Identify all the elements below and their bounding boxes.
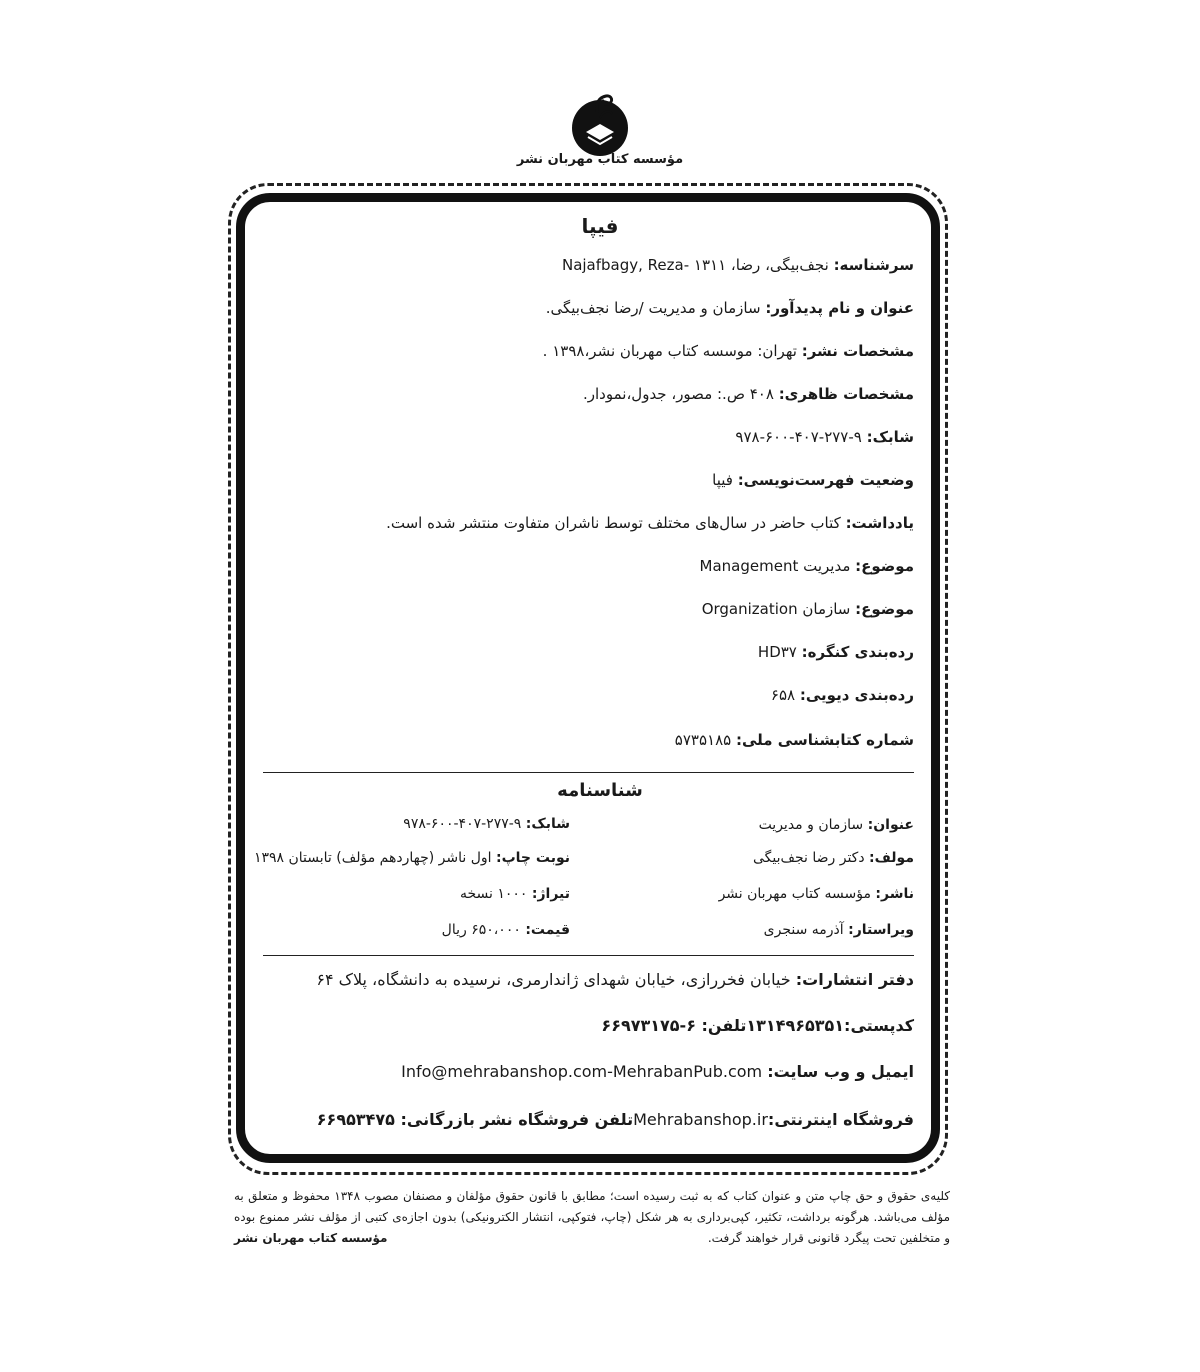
fipa-row-physical: مشخصات ظاهری: ۴۰۸ ص.: مصور، جدول،نمودار. — [583, 385, 914, 403]
copyright-publisher: مؤسسه کتاب مهربان نشر — [234, 1231, 388, 1245]
fipa-row-publication: مشخصات نشر: تهران: موسسه کتاب مهربان نشر،۱۳۹۸ . — [542, 342, 914, 360]
fipa-row-note: یادداشت: کتاب حاضر در سال‌های مختلف توسط ناشران متفاوت منتشر شده است. — [386, 514, 914, 532]
info-editor: ویراستار: آذرمه سنجری — [763, 922, 914, 938]
fipa-row-title: عنوان و نام پدیدآور: سازمان و مدیریت /رضا نجف‌بیگی. — [545, 299, 914, 317]
info-isbn: شابک: ۹-۲۷۷-۴۰۷-۶۰۰-۹۷۸ — [403, 816, 570, 832]
copyright-notice — [234, 1186, 950, 1249]
info-print-run: نوبت چاپ: اول ناشر (چهاردهم مؤلف) تابستان ۱۳۹۸ — [253, 850, 570, 866]
info-publisher: ناشر: مؤسسه کتاب مهربان نشر — [718, 886, 914, 902]
email-website: ایمیل و وب سایت: Info@mehrabanshop.com-MehrabanPub.com — [401, 1062, 914, 1081]
divider — [263, 955, 914, 956]
copyright-text: کلیه‌ی حقوق و حق چاپ متن و عنوان کتاب که به ثبت رسیده است؛ مطابق با قانون حقوق مؤلفان و مصنفان مصوب ۱۳۴۸ محفوظ و متعلق به مؤلف می‌باشد. هرگونه برداشت، تکثیر، کپی‌برداری به هر شکل (چاپ، فتوکپی، انتشار الکترونیکی) بدون اجازه‌ی کتبی از مؤلف نشر ممنوع بوده و متخلفین تحت پیگرد قانونی قرار خواهند گرفت. — [234, 1189, 951, 1245]
publisher-logo — [560, 88, 640, 158]
fipa-title: فیپا — [581, 214, 619, 238]
office-address: دفتر انتشارات: خیابان فخررازی، خیابان شهدای ژاندارمری، نرسیده به دانشگاه، پلاک ۶۴ — [316, 970, 914, 989]
fipa-row-author: سرشناسه: نجف‌بیگی، رضا، ۱۳۱۱ -Najafbagy, Reza — [561, 256, 914, 274]
shenasnameh-title: شناسنامه — [557, 780, 643, 801]
info-title: عنوان: سازمان و مدیریت — [758, 817, 914, 833]
fipa-row-subject-organization: موضوع: سازمان Organization — [701, 600, 914, 618]
info-price: قیمت: ۶۵۰،۰۰۰ ریال — [441, 922, 570, 938]
fipa-row-isbn: شابک: ۹-۲۷۷-۴۰۷-۶۰۰-۹۷۸ — [735, 428, 914, 446]
logo-caption: مؤسسه کتاب مهربان نشر — [516, 152, 684, 167]
fipa-row-dewey: رده‌بندی دیویی: ۶۵۸ — [770, 686, 914, 704]
fipa-row-catalog-status: وضعیت فهرست‌نویسی: فیپا — [712, 471, 914, 489]
fipa-row-subject-management: موضوع: مدیریت Management — [699, 557, 914, 575]
fipa-row-national-number: شماره کتابشناسی ملی: ۵۷۳۵۱۸۵ — [674, 731, 914, 749]
fipa-row-congress: رده‌بندی کنگره: HD۳۷ — [757, 643, 914, 661]
info-author: مولف: دکتر رضا نجف‌بیگی — [752, 850, 914, 866]
postal-phone: کدپستی:۱۳۱۴۹۶۵۳۵۱تلفن: ۶-۶۶۹۷۳۱۷۵ — [601, 1016, 914, 1035]
info-circulation: تیراژ: ۱۰۰۰ نسخه — [459, 886, 570, 902]
online-shop: فروشگاه اینترنتی:Mehrabanshop.irتلفن فروشگاه نشر بازرگانی: ۶۶۹۵۳۴۷۵ — [316, 1110, 914, 1129]
divider — [263, 772, 914, 773]
